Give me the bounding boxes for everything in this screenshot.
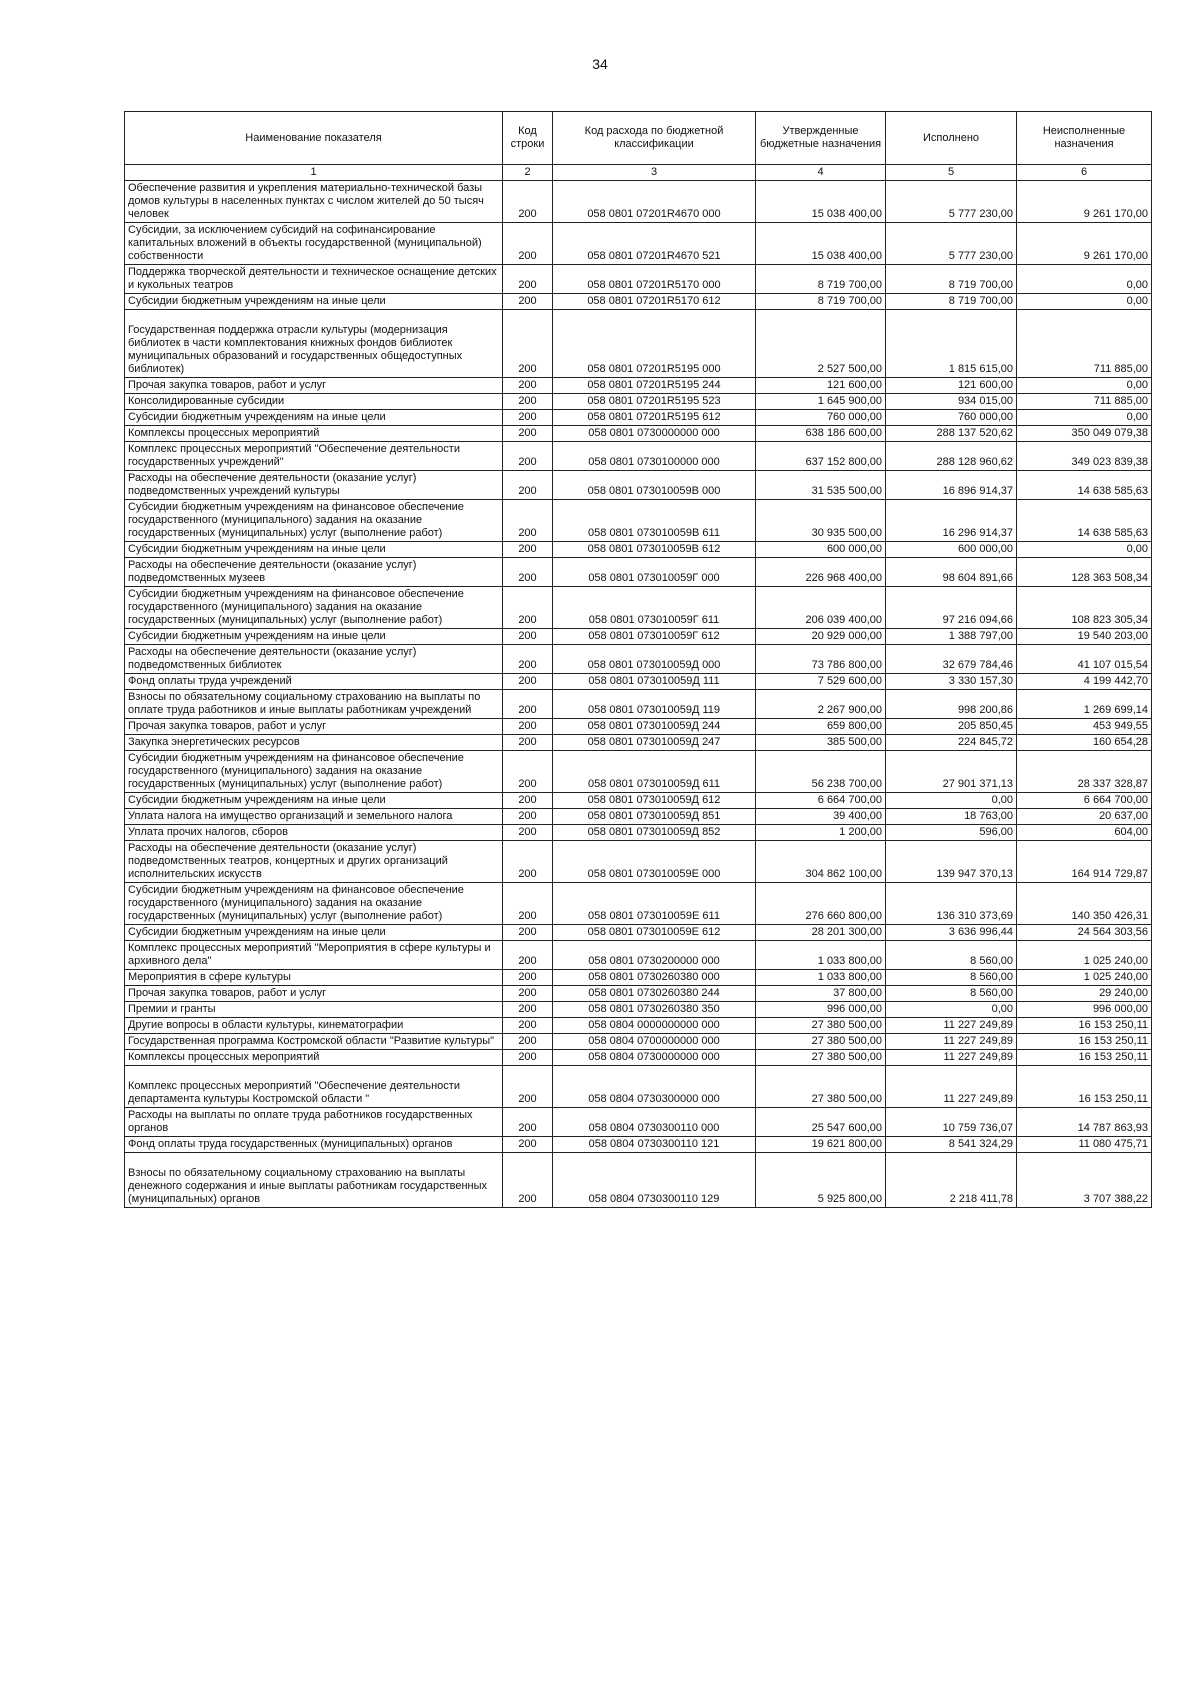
executed-amount-cell: 1 815 615,00 [886,310,1017,378]
column-number: 3 [553,165,756,181]
table-row [125,1002,1152,1018]
indicator-name-cell: Расходы на выплаты по оплате труда работников государственных органов [125,1108,503,1137]
table-row [125,941,1152,970]
unexecuted-amount-cell: 453 949,55 [1017,719,1152,735]
header-unexecuted: Неисполненные назначения [1017,112,1152,165]
approved-amount-cell: 8 719 700,00 [756,294,886,310]
unexecuted-amount-cell: 20 637,00 [1017,809,1152,825]
approved-amount-cell: 27 380 500,00 [756,1050,886,1066]
executed-amount-cell: 98 604 891,66 [886,558,1017,587]
table-row [125,426,1152,442]
executed-amount-cell: 97 216 094,66 [886,587,1017,629]
executed-amount-cell: 32 679 784,46 [886,645,1017,674]
executed-amount-cell: 11 227 249,89 [886,1050,1017,1066]
approved-amount-cell: 1 645 900,00 [756,394,886,410]
line-code-cell: 200 [503,223,553,265]
unexecuted-amount-cell: 604,00 [1017,825,1152,841]
table-row [125,690,1152,719]
line-code-cell: 200 [503,1153,553,1208]
expense-code-cell: 058 0801 073010059Е 000 [553,841,756,883]
expense-code-cell: 058 0801 0730000000 000 [553,426,756,442]
indicator-name-cell: Уплата прочих налогов, сборов [125,825,503,841]
approved-amount-cell: 15 038 400,00 [756,223,886,265]
executed-amount-cell: 0,00 [886,1002,1017,1018]
expense-code-cell: 058 0804 0730000000 000 [553,1050,756,1066]
line-code-cell: 200 [503,674,553,690]
expense-code-cell: 058 0801 0730100000 000 [553,442,756,471]
executed-amount-cell: 8 541 324,29 [886,1137,1017,1153]
expense-code-cell: 058 0804 0730300110 000 [553,1108,756,1137]
approved-amount-cell: 600 000,00 [756,542,886,558]
unexecuted-amount-cell: 9 261 170,00 [1017,181,1152,223]
unexecuted-amount-cell: 14 638 585,63 [1017,500,1152,542]
approved-amount-cell: 996 000,00 [756,1002,886,1018]
table-row [125,378,1152,394]
table-row [125,1137,1152,1153]
indicator-name-cell: Фонд оплаты труда учреждений [125,674,503,690]
executed-amount-cell: 11 227 249,89 [886,1018,1017,1034]
expense-code-cell: 058 0801 073010059Д 247 [553,735,756,751]
table-row [125,265,1152,294]
line-code-cell: 200 [503,735,553,751]
unexecuted-amount-cell: 164 914 729,87 [1017,841,1152,883]
expense-code-cell: 058 0801 0730260380 244 [553,986,756,1002]
executed-amount-cell: 224 845,72 [886,735,1017,751]
unexecuted-amount-cell: 28 337 328,87 [1017,751,1152,793]
indicator-name-cell: Расходы на обеспечение деятельности (оказание услуг) подведомственных музеев [125,558,503,587]
expense-code-cell: 058 0801 07201R5195 612 [553,410,756,426]
approved-amount-cell: 1 033 800,00 [756,941,886,970]
budget-execution-table [124,111,1152,1208]
approved-amount-cell: 2 527 500,00 [756,310,886,378]
table-row [125,500,1152,542]
line-code-cell: 200 [503,883,553,925]
unexecuted-amount-cell: 14 638 585,63 [1017,471,1152,500]
indicator-name-cell: Взносы по обязательному социальному страхованию на выплаты денежного содержания и иные выплаты работникам государственных (муниципальных) органов [125,1153,503,1208]
table-row [125,986,1152,1002]
line-code-cell: 200 [503,629,553,645]
executed-amount-cell: 8 719 700,00 [886,265,1017,294]
indicator-name-cell: Прочая закупка товаров, работ и услуг [125,719,503,735]
executed-amount-cell: 11 227 249,89 [886,1034,1017,1050]
unexecuted-amount-cell: 0,00 [1017,410,1152,426]
expense-code-cell: 058 0801 073010059Е 612 [553,925,756,941]
indicator-name-cell: Комплекс процессных мероприятий "Обеспечение деятельности департамента культуры Костромской области " [125,1066,503,1108]
unexecuted-amount-cell: 0,00 [1017,294,1152,310]
expense-code-cell: 058 0801 073010059Д 000 [553,645,756,674]
approved-amount-cell: 27 380 500,00 [756,1066,886,1108]
table-row [125,735,1152,751]
expense-code-cell: 058 0801 073010059В 611 [553,500,756,542]
indicator-name-cell: Консолидированные субсидии [125,394,503,410]
unexecuted-amount-cell: 1 269 699,14 [1017,690,1152,719]
approved-amount-cell: 6 664 700,00 [756,793,886,809]
approved-amount-cell: 56 238 700,00 [756,751,886,793]
executed-amount-cell: 5 777 230,00 [886,181,1017,223]
expense-code-cell: 058 0801 073010059Д 851 [553,809,756,825]
table-row [125,883,1152,925]
header-row [125,112,1152,165]
table-row [125,793,1152,809]
indicator-name-cell: Премии и гранты [125,1002,503,1018]
table-row [125,1066,1152,1108]
unexecuted-amount-cell: 1 025 240,00 [1017,970,1152,986]
table-row [125,410,1152,426]
column-number: 4 [756,165,886,181]
expense-code-cell: 058 0801 0730260380 000 [553,970,756,986]
table-row [125,825,1152,841]
line-code-cell: 200 [503,986,553,1002]
executed-amount-cell: 16 896 914,37 [886,471,1017,500]
unexecuted-amount-cell: 0,00 [1017,378,1152,394]
executed-amount-cell: 11 227 249,89 [886,1066,1017,1108]
executed-amount-cell: 600 000,00 [886,542,1017,558]
line-code-cell: 200 [503,426,553,442]
approved-amount-cell: 1 033 800,00 [756,970,886,986]
unexecuted-amount-cell: 996 000,00 [1017,1002,1152,1018]
line-code-cell: 200 [503,645,553,674]
executed-amount-cell: 2 218 411,78 [886,1153,1017,1208]
line-code-cell: 200 [503,1018,553,1034]
indicator-name-cell: Закупка энергетических ресурсов [125,735,503,751]
line-code-cell: 200 [503,1137,553,1153]
indicator-name-cell: Субсидии бюджетным учреждениям на иные цели [125,294,503,310]
table-row [125,542,1152,558]
approved-amount-cell: 28 201 300,00 [756,925,886,941]
executed-amount-cell: 5 777 230,00 [886,223,1017,265]
table-row [125,1034,1152,1050]
expense-code-cell: 058 0801 073010059Д 611 [553,751,756,793]
header-line-code: Код строки [503,112,553,165]
table-row [125,674,1152,690]
unexecuted-amount-cell: 16 153 250,11 [1017,1034,1152,1050]
executed-amount-cell: 0,00 [886,793,1017,809]
executed-amount-cell: 18 763,00 [886,809,1017,825]
executed-amount-cell: 16 296 914,37 [886,500,1017,542]
approved-amount-cell: 37 800,00 [756,986,886,1002]
unexecuted-amount-cell: 16 153 250,11 [1017,1018,1152,1034]
table-row [125,1153,1152,1208]
indicator-name-cell: Субсидии бюджетным учреждениям на иные цели [125,629,503,645]
expense-code-cell: 058 0801 0730200000 000 [553,941,756,970]
approved-amount-cell: 276 660 800,00 [756,883,886,925]
line-code-cell: 200 [503,378,553,394]
table-row [125,809,1152,825]
table-row [125,970,1152,986]
table-row [125,310,1152,378]
approved-amount-cell: 1 200,00 [756,825,886,841]
line-code-cell: 200 [503,925,553,941]
expense-code-cell: 058 0801 07201R4670 000 [553,181,756,223]
unexecuted-amount-cell: 19 540 203,00 [1017,629,1152,645]
executed-amount-cell: 8 719 700,00 [886,294,1017,310]
approved-amount-cell: 304 862 100,00 [756,841,886,883]
expense-code-cell: 058 0801 073010059Г 612 [553,629,756,645]
unexecuted-amount-cell: 4 199 442,70 [1017,674,1152,690]
indicator-name-cell: Уплата налога на имущество организаций и земельного налога [125,809,503,825]
line-code-cell: 200 [503,690,553,719]
approved-amount-cell: 638 186 600,00 [756,426,886,442]
unexecuted-amount-cell: 16 153 250,11 [1017,1066,1152,1108]
column-number: 6 [1017,165,1152,181]
line-code-cell: 200 [503,825,553,841]
unexecuted-amount-cell: 41 107 015,54 [1017,645,1152,674]
table-row [125,442,1152,471]
unexecuted-amount-cell: 349 023 839,38 [1017,442,1152,471]
expense-code-cell: 058 0801 073010059Д 244 [553,719,756,735]
indicator-name-cell: Расходы на обеспечение деятельности (оказание услуг) подведомственных учреждений культуры [125,471,503,500]
approved-amount-cell: 206 039 400,00 [756,587,886,629]
table-row [125,925,1152,941]
unexecuted-amount-cell: 350 049 079,38 [1017,426,1152,442]
expense-code-cell: 058 0801 07201R5195 523 [553,394,756,410]
indicator-name-cell: Субсидии бюджетным учреждениям на иные цели [125,793,503,809]
table-row [125,181,1152,223]
indicator-name-cell: Субсидии бюджетным учреждениям на финансовое обеспечение государственного (муниципального) задания на оказание государственных (муниципальных) услуг (выполнение работ) [125,883,503,925]
line-code-cell: 200 [503,294,553,310]
page-number: 34 [592,56,608,72]
header-indicator-name: Наименование показателя [125,112,503,165]
line-code-cell: 200 [503,809,553,825]
unexecuted-amount-cell: 1 025 240,00 [1017,941,1152,970]
approved-amount-cell: 19 621 800,00 [756,1137,886,1153]
unexecuted-amount-cell: 140 350 426,31 [1017,883,1152,925]
expense-code-cell: 058 0804 0730300110 121 [553,1137,756,1153]
indicator-name-cell: Государственная программа Костромской области "Развитие культуры" [125,1034,503,1050]
unexecuted-amount-cell: 108 823 305,34 [1017,587,1152,629]
executed-amount-cell: 205 850,45 [886,719,1017,735]
expense-code-cell: 058 0801 073010059Д 119 [553,690,756,719]
line-code-cell: 200 [503,793,553,809]
indicator-name-cell: Фонд оплаты труда государственных (муниципальных) органов [125,1137,503,1153]
unexecuted-amount-cell: 6 664 700,00 [1017,793,1152,809]
executed-amount-cell: 998 200,86 [886,690,1017,719]
unexecuted-amount-cell: 0,00 [1017,265,1152,294]
executed-amount-cell: 8 560,00 [886,986,1017,1002]
approved-amount-cell: 637 152 800,00 [756,442,886,471]
unexecuted-amount-cell: 711 885,00 [1017,310,1152,378]
expense-code-cell: 058 0801 07201R5170 612 [553,294,756,310]
header-executed: Исполнено [886,112,1017,165]
unexecuted-amount-cell: 9 261 170,00 [1017,223,1152,265]
approved-amount-cell: 31 535 500,00 [756,471,886,500]
table-row [125,645,1152,674]
expense-code-cell: 058 0801 073010059Д 852 [553,825,756,841]
header-approved: Утвержденные бюджетные назначения [756,112,886,165]
expense-code-cell: 058 0801 07201R5170 000 [553,265,756,294]
table-row [125,751,1152,793]
expense-code-cell: 058 0801 073010059Е 611 [553,883,756,925]
line-code-cell: 200 [503,471,553,500]
table-row [125,471,1152,500]
expense-code-cell: 058 0804 0730300000 000 [553,1066,756,1108]
unexecuted-amount-cell: 128 363 508,34 [1017,558,1152,587]
indicator-name-cell: Прочая закупка товаров, работ и услуг [125,986,503,1002]
unexecuted-amount-cell: 14 787 863,93 [1017,1108,1152,1137]
approved-amount-cell: 39 400,00 [756,809,886,825]
approved-amount-cell: 5 925 800,00 [756,1153,886,1208]
unexecuted-amount-cell: 29 240,00 [1017,986,1152,1002]
indicator-name-cell: Расходы на обеспечение деятельности (оказание услуг) подведомственных библиотек [125,645,503,674]
line-code-cell: 200 [503,500,553,542]
expense-code-cell: 058 0801 073010059Г 611 [553,587,756,629]
approved-amount-cell: 20 929 000,00 [756,629,886,645]
table-row [125,629,1152,645]
indicator-name-cell: Другие вопросы в области культуры, кинематографии [125,1018,503,1034]
line-code-cell: 200 [503,542,553,558]
executed-amount-cell: 596,00 [886,825,1017,841]
executed-amount-cell: 760 000,00 [886,410,1017,426]
expense-code-cell: 058 0801 073010059Д 111 [553,674,756,690]
line-code-cell: 200 [503,181,553,223]
executed-amount-cell: 10 759 736,07 [886,1108,1017,1137]
indicator-name-cell: Субсидии бюджетным учреждениям на финансовое обеспечение государственного (муниципального) задания на оказание государственных (муниципальных) услуг (выполнение работ) [125,751,503,793]
table-row [125,719,1152,735]
column-number-row [125,165,1152,181]
expense-code-cell: 058 0801 073010059В 000 [553,471,756,500]
unexecuted-amount-cell: 160 654,28 [1017,735,1152,751]
expense-code-cell: 058 0801 07201R5195 000 [553,310,756,378]
expense-code-cell: 058 0801 07201R4670 521 [553,223,756,265]
expense-code-cell: 058 0804 0700000000 000 [553,1034,756,1050]
line-code-cell: 200 [503,1108,553,1137]
approved-amount-cell: 25 547 600,00 [756,1108,886,1137]
indicator-name-cell: Субсидии, за исключением субсидий на софинансирование капитальных вложений в объекты государственной (муниципальной) собственности [125,223,503,265]
line-code-cell: 200 [503,751,553,793]
indicator-name-cell: Субсидии бюджетным учреждениям на финансовое обеспечение государственного (муниципального) задания на оказание государственных (муниципальных) услуг (выполнение работ) [125,587,503,629]
indicator-name-cell: Расходы на обеспечение деятельности (оказание услуг) подведомственных театров, концертных и других организаций исполнительских искусств [125,841,503,883]
line-code-cell: 200 [503,1002,553,1018]
line-code-cell: 200 [503,558,553,587]
executed-amount-cell: 3 330 157,30 [886,674,1017,690]
approved-amount-cell: 659 800,00 [756,719,886,735]
indicator-name-cell: Субсидии бюджетным учреждениям на иные цели [125,410,503,426]
line-code-cell: 200 [503,394,553,410]
unexecuted-amount-cell: 3 707 388,22 [1017,1153,1152,1208]
executed-amount-cell: 8 560,00 [886,941,1017,970]
executed-amount-cell: 934 015,00 [886,394,1017,410]
indicator-name-cell: Комплекс процессных мероприятий "Обеспечение деятельности государственных учреждений" [125,442,503,471]
line-code-cell: 200 [503,841,553,883]
line-code-cell: 200 [503,1066,553,1108]
unexecuted-amount-cell: 24 564 303,56 [1017,925,1152,941]
line-code-cell: 200 [503,1034,553,1050]
unexecuted-amount-cell: 16 153 250,11 [1017,1050,1152,1066]
line-code-cell: 200 [503,265,553,294]
unexecuted-amount-cell: 711 885,00 [1017,394,1152,410]
indicator-name-cell: Прочая закупка товаров, работ и услуг [125,378,503,394]
table-row [125,1018,1152,1034]
executed-amount-cell: 121 600,00 [886,378,1017,394]
executed-amount-cell: 288 137 520,62 [886,426,1017,442]
line-code-cell: 200 [503,442,553,471]
table-row [125,841,1152,883]
indicator-name-cell: Обеспечение развития и укрепления материально-технической базы домов культуры в населенных пунктах с числом жителей до 50 тысяч человек [125,181,503,223]
table-row [125,394,1152,410]
column-number: 1 [125,165,503,181]
unexecuted-amount-cell: 0,00 [1017,542,1152,558]
table-row [125,558,1152,587]
expense-code-cell: 058 0801 07201R5195 244 [553,378,756,394]
indicator-name-cell: Государственная поддержка отрасли культуры (модернизация библиотек в части комплектования книжных фондов библиотек муниципальных образований и государственных общедоступных библиотек) [125,310,503,378]
header-expense-code: Код расхода по бюджетной классификации [553,112,756,165]
indicator-name-cell: Комплексы процессных мероприятий [125,426,503,442]
expense-code-cell: 058 0804 0730300110 129 [553,1153,756,1208]
indicator-name-cell: Взносы по обязательному социальному страхованию на выплаты по оплате труда работников и иные выплаты работникам учреждений [125,690,503,719]
approved-amount-cell: 27 380 500,00 [756,1034,886,1050]
expense-code-cell: 058 0801 073010059Г 000 [553,558,756,587]
approved-amount-cell: 30 935 500,00 [756,500,886,542]
approved-amount-cell: 73 786 800,00 [756,645,886,674]
approved-amount-cell: 7 529 600,00 [756,674,886,690]
indicator-name-cell: Субсидии бюджетным учреждениям на иные цели [125,542,503,558]
indicator-name-cell: Комплексы процессных мероприятий [125,1050,503,1066]
executed-amount-cell: 3 636 996,44 [886,925,1017,941]
executed-amount-cell: 27 901 371,13 [886,751,1017,793]
line-code-cell: 200 [503,719,553,735]
expense-code-cell: 058 0804 0000000000 000 [553,1018,756,1034]
expense-code-cell: 058 0801 073010059Д 612 [553,793,756,809]
executed-amount-cell: 8 560,00 [886,970,1017,986]
table-row [125,223,1152,265]
table-row [125,1050,1152,1066]
line-code-cell: 200 [503,1050,553,1066]
executed-amount-cell: 139 947 370,13 [886,841,1017,883]
approved-amount-cell: 8 719 700,00 [756,265,886,294]
unexecuted-amount-cell: 11 080 475,71 [1017,1137,1152,1153]
approved-amount-cell: 760 000,00 [756,410,886,426]
approved-amount-cell: 121 600,00 [756,378,886,394]
column-number: 5 [886,165,1017,181]
approved-amount-cell: 385 500,00 [756,735,886,751]
table-row [125,587,1152,629]
approved-amount-cell: 15 038 400,00 [756,181,886,223]
indicator-name-cell: Поддержка творческой деятельности и техническое оснащение детских и кукольных театров [125,265,503,294]
table-row [125,294,1152,310]
indicator-name-cell: Субсидии бюджетным учреждениям на финансовое обеспечение государственного (муниципального) задания на оказание государственных (муниципальных) услуг (выполнение работ) [125,500,503,542]
indicator-name-cell: Комплекс процессных мероприятий "Мероприятия в сфере культуры и архивного дела" [125,941,503,970]
line-code-cell: 200 [503,970,553,986]
expense-code-cell: 058 0801 0730260380 350 [553,1002,756,1018]
approved-amount-cell: 226 968 400,00 [756,558,886,587]
table-row [125,1108,1152,1137]
column-number: 2 [503,165,553,181]
indicator-name-cell: Субсидии бюджетным учреждениям на иные цели [125,925,503,941]
line-code-cell: 200 [503,587,553,629]
expense-code-cell: 058 0801 073010059В 612 [553,542,756,558]
executed-amount-cell: 1 388 797,00 [886,629,1017,645]
executed-amount-cell: 288 128 960,62 [886,442,1017,471]
line-code-cell: 200 [503,941,553,970]
line-code-cell: 200 [503,310,553,378]
indicator-name-cell: Мероприятия в сфере культуры [125,970,503,986]
executed-amount-cell: 136 310 373,69 [886,883,1017,925]
approved-amount-cell: 2 267 900,00 [756,690,886,719]
approved-amount-cell: 27 380 500,00 [756,1018,886,1034]
line-code-cell: 200 [503,410,553,426]
